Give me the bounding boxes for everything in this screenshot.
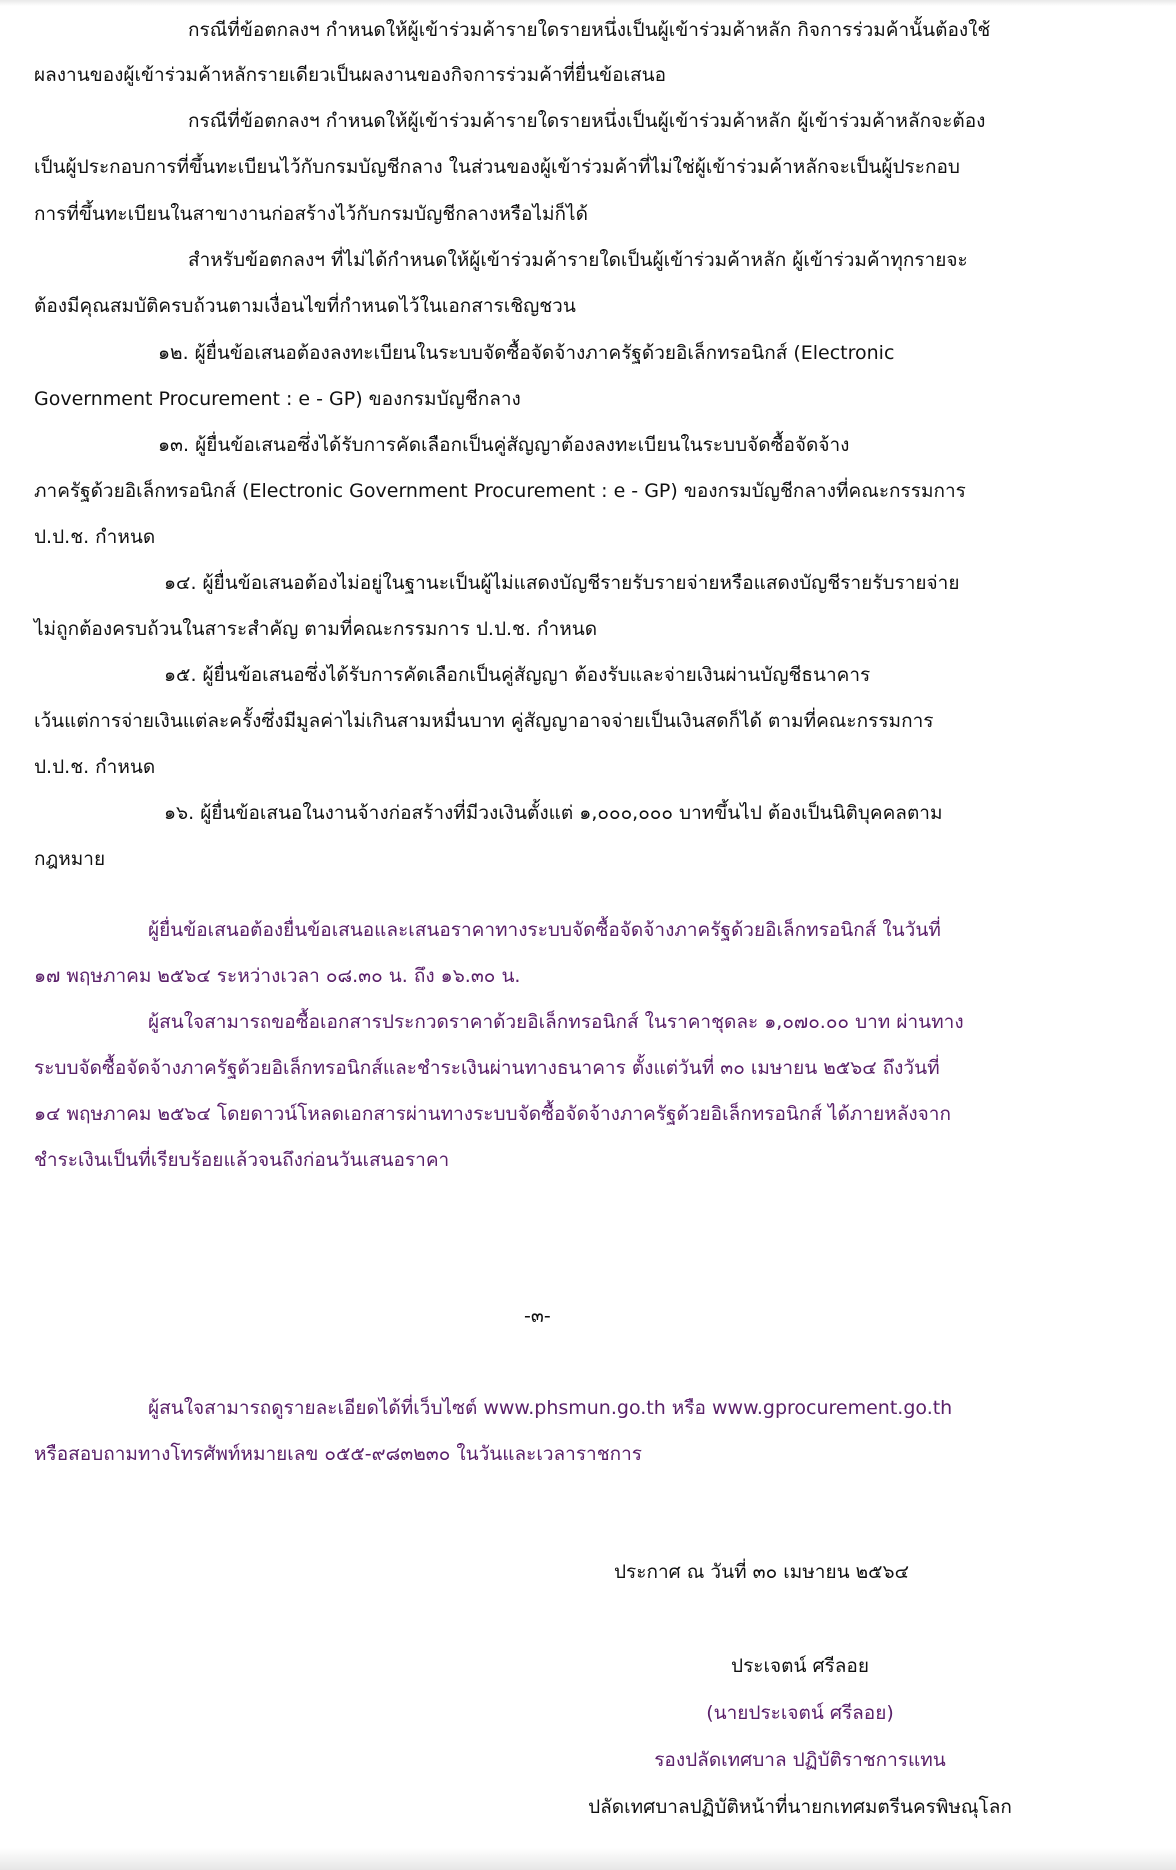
announcement-date: ประกาศ ณ วันที่ ๓๐ เมษายน ๒๕๖๔: [614, 1561, 909, 1583]
page-top-shadow: [0, 0, 1176, 6]
item-16-line-1: ๑๖. ผู้ยื่นข้อเสนอในงานจ้างก่อสร้างที่มีวงเงินตั้งแต่ ๑,๐๐๐,๐๐๐ บาทขึ้นไป ต้องเป็นนิติบุคคลตาม: [164, 802, 943, 824]
item-15-line-2: เว้นแต่การจ่ายเงินแต่ละครั้งซึ่งมีมูลค่าไม่เกินสามหมื่นบาท คู่สัญญาอาจจ่ายเป็นเงินสดก็ได้ ตามที่คณะกรรมการ: [34, 710, 934, 732]
item-12-line-1: ๑๒. ผู้ยื่นข้อเสนอต้องลงทะเบียนในระบบจัดซื้อจัดจ้างภาครัฐด้วยอิเล็กทรอนิกส์ (Electronic: [158, 342, 895, 364]
jv-lead-clause-line-1: กรณีที่ข้อตกลงฯ กำหนดให้ผู้เข้าร่วมค้ารายใดรายหนึ่งเป็นผู้เข้าร่วมค้าหลัก กิจการร่วมค้านั้นต้องใช้: [188, 19, 991, 41]
page-bottom-shadow: [0, 1848, 1176, 1870]
purchase-docs-line-1: ผู้สนใจสามารถขอซื้อเอกสารประกวดราคาด้วยอิเล็กทรอนิกส์ ในราคาชุดละ ๑,๐๗๐.๐๐ บาท ผ่านทาง: [148, 1011, 964, 1033]
website-info-line-2: หรือสอบถามทางโทรศัพท์หมายเลข ๐๕๕-๙๘๓๒๓๐ ในวันและเวลาราชการ: [34, 1443, 642, 1465]
item-15-line-3: ป.ป.ช. กำหนด: [34, 756, 156, 778]
purchase-docs-line-3: ๑๔ พฤษภาคม ๒๕๖๔ โดยดาวน์โหลดเอกสารผ่านทางระบบจัดซื้อจัดจ้างภาครัฐด้วยอิเล็กทรอนิกส์ ได้ภายหลังจาก: [34, 1103, 951, 1125]
submission-line-2: ๑๗ พฤษภาคม ๒๕๖๔ ระหว่างเวลา ๐๘.๓๐ น. ถึง ๑๖.๓๐ น.: [34, 965, 521, 987]
signer-name: ประเจตน์ ศรีลอย: [731, 1655, 869, 1677]
jv-no-lead-line-2: ต้องมีคุณสมบัติครบถ้วนตามเงื่อนไขที่กำหนดไว้ในเอกสารเชิญชวน: [34, 295, 576, 317]
purchase-docs-line-2: ระบบจัดซื้อจัดจ้างภาครัฐด้วยอิเล็กทรอนิกส์และชำระเงินผ่านทางธนาคาร ตั้งแต่วันที่ ๓๐ เมษายน ๒๕๖๔ ถึงวันที่: [34, 1057, 940, 1079]
item-15-line-1: ๑๕. ผู้ยื่นข้อเสนอซึ่งได้รับการคัดเลือกเป็นคู่สัญญา ต้องรับและจ่ายเงินผ่านบัญชีธนาคาร: [164, 664, 871, 686]
submission-line-1: ผู้ยื่นข้อเสนอต้องยื่นข้อเสนอและเสนอราคาทางระบบจัดซื้อจัดจ้างภาครัฐด้วยอิเล็กทรอนิกส์ ในวันที่: [148, 919, 941, 941]
jv-registration-line-3: การที่ขึ้นทะเบียนในสาขางานก่อสร้างไว้กับกรมบัญชีกลางหรือไม่ก็ได้: [34, 203, 588, 225]
item-14-line-2: ไม่ถูกต้องครบถ้วนในสาระสำคัญ ตามที่คณะกรรมการ ป.ป.ช. กำหนด: [34, 618, 598, 640]
signer-acting-position: ปลัดเทศบาลปฏิบัติหน้าที่นายกเทศมตรีนครพิษณุโลก: [588, 1796, 1012, 1818]
signer-full-name: (นายประเจตน์ ศรีลอย): [706, 1702, 894, 1724]
item-13-line-2: ภาครัฐด้วยอิเล็กทรอนิกส์ (Electronic Government Procurement : e - GP) ของกรมบัญชีกลางที่คณะกรรมการ: [34, 480, 966, 502]
jv-registration-line-1: กรณีที่ข้อตกลงฯ กำหนดให้ผู้เข้าร่วมค้ารายใดรายหนึ่งเป็นผู้เข้าร่วมค้าหลัก ผู้เข้าร่วมค้าหลักจะต้อง: [188, 110, 986, 132]
page-number: -๓-: [524, 1305, 551, 1327]
purchase-docs-line-4: ชำระเงินเป็นที่เรียบร้อยแล้วจนถึงก่อนวันเสนอราคา: [34, 1149, 450, 1171]
item-13-line-3: ป.ป.ช. กำหนด: [34, 526, 156, 548]
item-13-line-1: ๑๓. ผู้ยื่นข้อเสนอซึ่งได้รับการคัดเลือกเป็นคู่สัญญาต้องลงทะเบียนในระบบจัดซื้อจัดจ้าง: [158, 434, 850, 456]
signer-position: รองปลัดเทศบาล ปฏิบัติราชการแทน: [654, 1749, 946, 1771]
jv-no-lead-line-1: สำหรับข้อตกลงฯ ที่ไม่ได้กำหนดให้ผู้เข้าร่วมค้ารายใดเป็นผู้เข้าร่วมค้าหลัก ผู้เข้าร่วมค้าทุกรายจะ: [188, 249, 968, 271]
website-info-line-1: ผู้สนใจสามารถดูรายละเอียดได้ที่เว็บไซต์ www.phsmun.go.th หรือ www.gprocurement.go.th: [148, 1397, 953, 1419]
item-16-line-2: กฎหมาย: [34, 848, 106, 870]
jv-registration-line-2: เป็นผู้ประกอบการที่ขึ้นทะเบียนไว้กับกรมบัญชีกลาง ในส่วนของผู้เข้าร่วมค้าที่ไม่ใช่ผู้เข้าร่วมค้าหลักจะเป็นผู้ประกอบ: [34, 156, 960, 178]
item-12-line-2: Government Procurement : e - GP) ของกรมบัญชีกลาง: [34, 388, 521, 410]
jv-lead-clause-line-2: ผลงานของผู้เข้าร่วมค้าหลักรายเดียวเป็นผลงานของกิจการร่วมค้าที่ยื่นข้อเสนอ: [34, 64, 667, 86]
item-14-line-1: ๑๔. ผู้ยื่นข้อเสนอต้องไม่อยู่ในฐานะเป็นผู้ไม่แสดงบัญชีรายรับรายจ่ายหรือแสดงบัญชีรายรับรายจ่าย: [164, 572, 960, 594]
